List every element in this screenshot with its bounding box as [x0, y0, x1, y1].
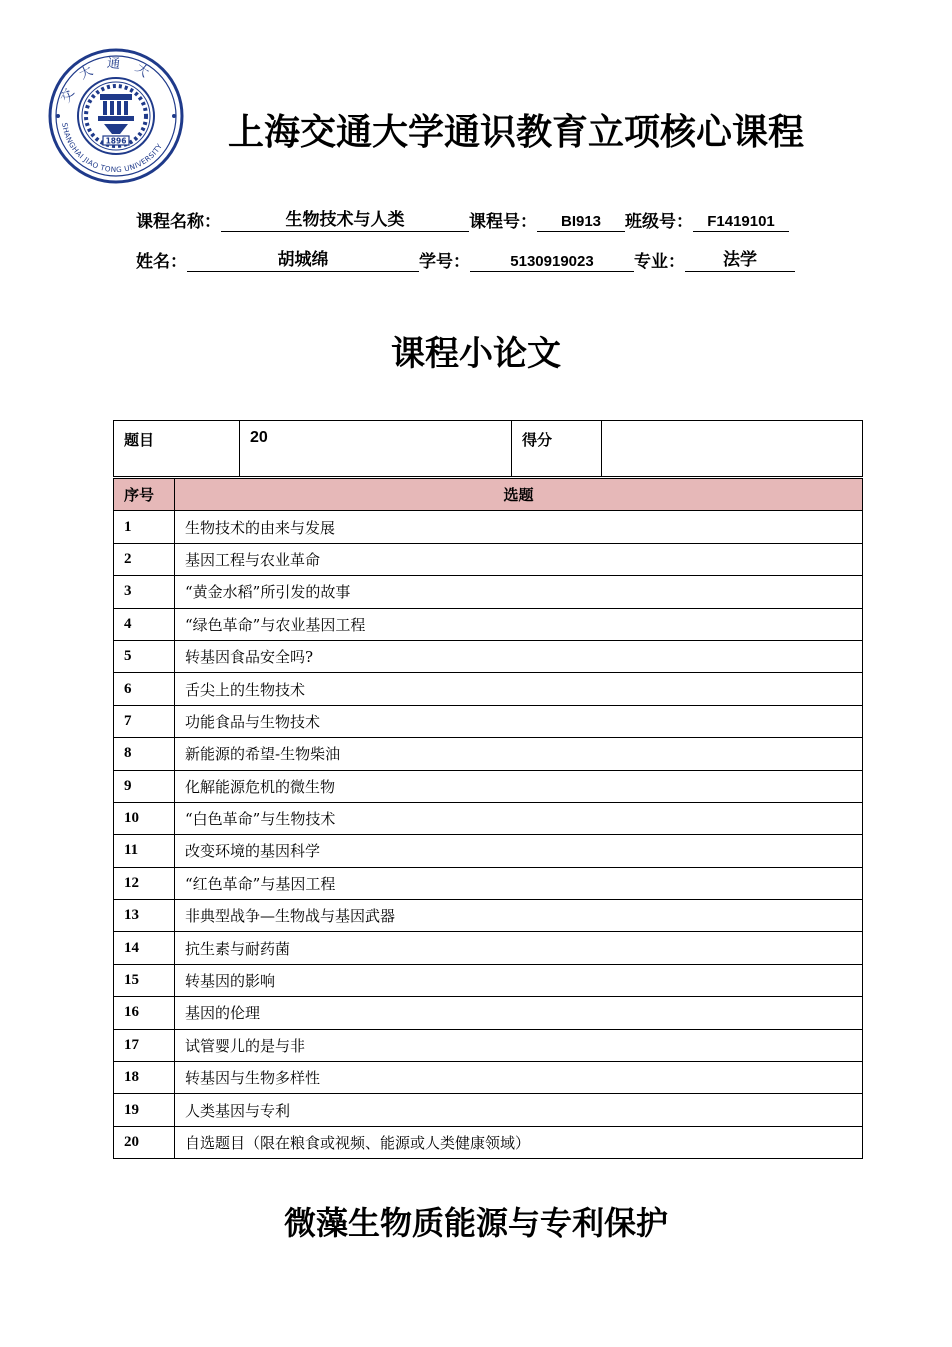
row-topic: 基因工程与农业革命: [175, 543, 863, 575]
name-value: 胡城绵: [187, 245, 419, 272]
major-label: 专业：: [634, 252, 685, 272]
paper-title: 微藻生物质能源与专利保护: [283, 1204, 668, 1242]
row-topic: 新能源的希望-生物柴油: [175, 738, 863, 770]
row-index: 15: [114, 964, 175, 996]
student-info-line: [136, 245, 795, 272]
row-index: 19: [114, 1094, 175, 1126]
table-row: [114, 673, 863, 705]
topics-header-row: [114, 479, 863, 511]
table-row: [114, 802, 863, 834]
score-value: [602, 421, 863, 477]
row-index: 4: [114, 608, 175, 640]
row-index: 7: [114, 705, 175, 737]
table-row: [114, 867, 863, 899]
table-row: [114, 1094, 863, 1126]
table-row: [114, 543, 863, 575]
row-topic: 自选题目（限在粮食或视频、能源或人类健康领域）: [175, 1126, 863, 1158]
student-id-label: 学号：: [419, 252, 470, 272]
table-row: [114, 608, 863, 640]
row-index: 2: [114, 543, 175, 575]
row-topic: 人类基因与专利: [175, 1094, 863, 1126]
row-topic: 转基因的影响: [175, 964, 863, 996]
table-row: [114, 1062, 863, 1094]
course-info-line: [136, 205, 789, 232]
row-topic: 转基因与生物多样性: [175, 1062, 863, 1094]
row-topic: 功能食品与生物技术: [175, 705, 863, 737]
course-name-label: 课程名称：: [136, 212, 221, 232]
score-row: [114, 421, 863, 477]
row-topic: 基因的伦理: [175, 997, 863, 1029]
table-row: [114, 511, 863, 543]
course-no-label: 课程号：: [469, 212, 537, 232]
table-row: [114, 835, 863, 867]
table-row: [114, 997, 863, 1029]
row-index: 11: [114, 835, 175, 867]
row-topic: “黄金水稻”所引发的故事: [175, 576, 863, 608]
col-topic-header: 选题: [175, 479, 863, 511]
table-row: [114, 640, 863, 672]
score-label: 得分: [512, 421, 602, 477]
row-topic: 非典型战争—生物战与基因武器: [175, 900, 863, 932]
row-index: 18: [114, 1062, 175, 1094]
topics-body: [114, 511, 863, 1159]
university-title: 上海交通大学通识教育立项核心课程: [228, 112, 805, 153]
row-topic: “白色革命”与生物技术: [175, 802, 863, 834]
svg-text:SHANGHAI JIAO TONG UNIVERSITY: SHANGHAI JIAO TONG UNIVERSITY: [60, 122, 165, 175]
row-index: 14: [114, 932, 175, 964]
row-topic: 转基因食品安全吗?: [175, 640, 863, 672]
row-index: 12: [114, 867, 175, 899]
row-index: 20: [114, 1126, 175, 1158]
row-index: 10: [114, 802, 175, 834]
student-id-value: 5130919023: [470, 253, 634, 272]
table-row: [114, 900, 863, 932]
row-topic: “绿色革命”与农业基因工程: [175, 608, 863, 640]
topics-table: [113, 478, 863, 1159]
class-no-label: 班级号：: [625, 212, 693, 232]
col-index-header: 序号: [114, 479, 175, 511]
row-index: 6: [114, 673, 175, 705]
section-title: 课程小论文: [391, 334, 561, 374]
row-topic: 改变环境的基因科学: [175, 835, 863, 867]
row-index: 13: [114, 900, 175, 932]
row-index: 9: [114, 770, 175, 802]
name-label: 姓名：: [136, 252, 187, 272]
major-value: 法学: [685, 245, 795, 272]
sjtu-seal-icon: [48, 48, 184, 184]
row-topic: 试管婴儿的是与非: [175, 1029, 863, 1061]
row-index: 8: [114, 738, 175, 770]
class-no-value: F1419101: [693, 213, 789, 232]
row-index: 1: [114, 511, 175, 543]
row-index: 5: [114, 640, 175, 672]
row-topic: 化解能源危机的微生物: [175, 770, 863, 802]
table-row: [114, 1029, 863, 1061]
table-row: [114, 576, 863, 608]
table-row: [114, 1126, 863, 1158]
row-topic: 生物技术的由来与发展: [175, 511, 863, 543]
table-row: [114, 738, 863, 770]
row-index: 17: [114, 1029, 175, 1061]
course-no-value: BI913: [537, 213, 625, 232]
row-topic: “红色革命”与基因工程: [175, 867, 863, 899]
svg-text:1896: 1896: [105, 136, 127, 146]
row-index: 16: [114, 997, 175, 1029]
table-row: [114, 932, 863, 964]
row-index: 3: [114, 576, 175, 608]
table-row: [114, 964, 863, 996]
svg-text:交大通大: 交大通大: [58, 56, 163, 106]
topic-label: 题目: [114, 421, 240, 477]
course-name-value: 生物技术与人类: [221, 205, 469, 232]
topic-value: 20: [240, 421, 512, 477]
row-topic: 抗生素与耐药菌: [175, 932, 863, 964]
table-row: [114, 705, 863, 737]
score-table: [113, 420, 863, 477]
table-row: [114, 770, 863, 802]
row-topic: 舌尖上的生物技术: [175, 673, 863, 705]
